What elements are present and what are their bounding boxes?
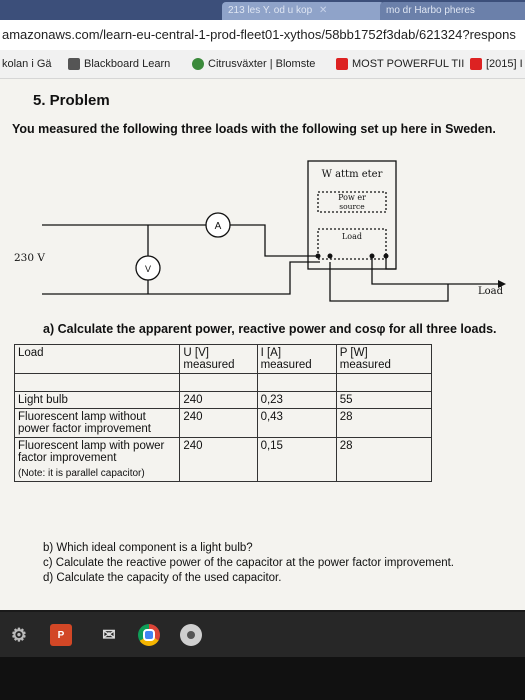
bookmark-item[interactable] (470, 50, 523, 78)
bookmark-label: kolan i Gä (2, 58, 52, 70)
bookmark-label: MOST POWERFUL TII (352, 58, 465, 70)
table-cell: Light bulb (15, 392, 180, 409)
address-bar[interactable] (0, 20, 525, 50)
table-header-cell (336, 345, 431, 374)
mail-icon[interactable]: ✉ (102, 627, 116, 644)
bookmark-label: Citrusväxter | Blomste (208, 58, 316, 70)
youtube-icon (336, 58, 348, 70)
inner-load-label: Load (341, 232, 363, 241)
voltage-label: 230 V (14, 252, 45, 264)
voltmeter-symbol: V (144, 264, 152, 274)
table-cell: 240 (180, 409, 257, 438)
bookmarks-bar (0, 50, 525, 79)
header-line-1: U [V] (183, 347, 209, 359)
table-row (15, 374, 432, 392)
table-cell (15, 438, 180, 482)
circuit-diagram (0, 79, 525, 319)
question-d: d) Calculate the capacity of the used capacitor. (43, 572, 282, 584)
table-header-row (15, 345, 432, 374)
terminal-dot (384, 254, 389, 259)
table-cell: 0,15 (257, 438, 336, 482)
settings-icon[interactable]: ⚙ (10, 624, 28, 645)
load-name: Fluorescent lamp with power factor improvement (18, 440, 165, 464)
header-line-1: Load (18, 347, 44, 359)
table-cell: 28 (336, 438, 431, 482)
terminal-dot (328, 254, 333, 259)
wattmeter-label: W attm eter (321, 169, 383, 180)
problem-heading: 5. Problem (33, 92, 110, 109)
table-cell: Fluorescent lamp without power factor improvement (15, 409, 180, 438)
tab-label: mo dr Harbo pheres (386, 5, 475, 16)
screen-bezel (0, 657, 525, 700)
source-label: source (339, 202, 365, 211)
bookmark-item[interactable] (68, 50, 170, 78)
ammeter-symbol: A (214, 221, 222, 232)
table-row (15, 392, 432, 409)
terminal-dot (316, 254, 321, 259)
wire (230, 225, 318, 256)
header-line-2: measured (260, 359, 312, 371)
browser-tab[interactable] (380, 2, 525, 20)
header-line-1: I [A] (260, 347, 282, 359)
bookmark-item[interactable] (2, 50, 52, 78)
loads-table (14, 344, 432, 482)
browser-tab[interactable] (222, 2, 384, 20)
table-cell (15, 374, 180, 392)
table-header-cell (180, 345, 257, 374)
table-header-cell (15, 345, 180, 374)
close-icon[interactable]: ✕ (318, 5, 328, 16)
table-row (15, 409, 432, 438)
capacitor-note: (Note: it is parallel capacitor) (18, 468, 145, 479)
wire (330, 262, 448, 301)
powerpoint-icon[interactable] (50, 624, 72, 646)
table-cell: 55 (336, 392, 431, 409)
document-page (0, 79, 525, 610)
table-cell: 0,43 (257, 409, 336, 438)
question-c: c) Calculate the reactive power of the capacitor at the power factor improvement. (43, 557, 455, 569)
chrome-icon[interactable] (138, 624, 160, 646)
table-cell: 28 (336, 409, 431, 438)
problem-intro: You measured the following three loads with the following set up here in Sweden. (12, 122, 496, 136)
steam-icon[interactable] (180, 624, 202, 646)
powerpoint-letter: P (57, 629, 65, 641)
load-label: Load (478, 286, 504, 297)
header-line-2: measured (183, 359, 235, 371)
table-row (15, 438, 432, 482)
youtube-icon (470, 58, 482, 70)
bookmark-label: [2015] I (486, 58, 523, 70)
url-text: amazonaws.com/learn-eu-central-1-prod-fleet01-xythos/58bb1752f3dab/621324?respons (2, 27, 516, 42)
plant-icon (192, 58, 204, 70)
table-cell: 0,23 (257, 392, 336, 409)
bookmark-item[interactable] (192, 50, 315, 78)
terminal-dot (370, 254, 375, 259)
bookmark-item[interactable] (336, 50, 464, 78)
table-cell (180, 374, 257, 392)
browser-tab-strip (0, 0, 525, 20)
blackboard-icon (68, 58, 80, 70)
power-label: Pow er (338, 193, 366, 202)
table-header-cell (257, 345, 336, 374)
bookmark-label: Blackboard Learn (84, 58, 171, 70)
header-line-1: P [W] (339, 347, 368, 359)
tab-label: 213 les Y. od u kop (228, 5, 313, 16)
wire (372, 256, 498, 284)
table-cell (336, 374, 431, 392)
table-cell (257, 374, 336, 392)
question-a: a) Calculate the apparent power, reactive power and cosφ for all three loads. (43, 322, 497, 336)
taskbar (0, 612, 525, 657)
question-b: b) Which ideal component is a light bulb? (43, 542, 253, 554)
header-line-2: measured (339, 359, 391, 371)
table-cell: 240 (180, 392, 257, 409)
wire (42, 262, 320, 294)
table-cell: 240 (180, 438, 257, 482)
